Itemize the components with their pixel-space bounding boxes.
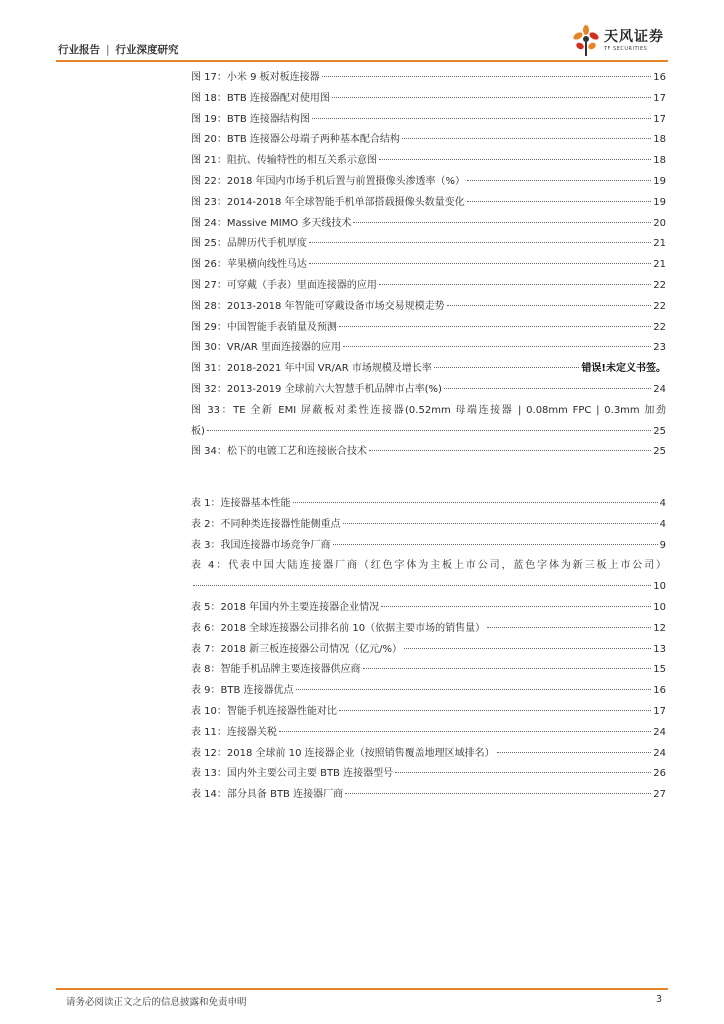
logo-chinese-name: 天风证券 xyxy=(604,29,664,45)
toc-entry-page: 18 xyxy=(653,134,666,146)
dot-leader xyxy=(345,793,651,794)
toc-entry[interactable] xyxy=(191,318,666,339)
toc-entry[interactable] xyxy=(191,515,666,536)
toc-entry-page: 16 xyxy=(653,72,666,83)
toc-entry-title: 表 1：连接器基本性能 xyxy=(191,498,291,509)
toc-entry-page: 20 xyxy=(653,217,666,229)
dot-leader xyxy=(279,731,651,732)
dot-leader xyxy=(379,284,651,285)
dot-leader xyxy=(434,367,580,368)
dot-leader xyxy=(296,689,652,690)
toc-entry-title: 表 12：2018 全球前 10 连接器企业（按照销售覆盖地理区域排名） xyxy=(191,747,495,759)
toc-entry-title: 图 29：中国智能手表销量及预测 xyxy=(191,321,337,333)
dot-leader xyxy=(402,138,651,139)
toc-entry[interactable] xyxy=(191,297,666,318)
toc-entry-page: 4 xyxy=(659,518,666,530)
toc-entry-page: 25 xyxy=(653,425,666,437)
toc-entry-title: 图 18：BTB 连接器配对使用图 xyxy=(191,92,330,104)
toc-entry-page: 15 xyxy=(653,664,666,676)
toc-entry[interactable] xyxy=(191,380,666,401)
toc-entry[interactable] xyxy=(191,401,666,443)
toc-entry-page: 9 xyxy=(659,539,666,551)
dot-leader xyxy=(312,118,651,119)
toc-entry-page: 21 xyxy=(653,238,666,250)
toc-entry-title: 表 2：不同种类连接器性能侧重点 xyxy=(191,518,341,530)
toc-entry[interactable] xyxy=(191,68,666,89)
toc-entry-title-continued: 板) xyxy=(191,425,205,437)
report-subcategory: 行业深度研究 xyxy=(115,44,179,56)
toc-entry-page: 27 xyxy=(653,789,666,801)
toc-entry[interactable] xyxy=(191,172,666,193)
figure-list xyxy=(191,68,666,463)
toc-entry-page: 24 xyxy=(653,383,666,395)
toc-entry-page: 22 xyxy=(653,300,666,312)
dot-leader xyxy=(369,450,651,451)
toc-entry-page: 22 xyxy=(653,279,666,291)
toc-entry[interactable] xyxy=(191,536,666,557)
toc-entry[interactable] xyxy=(191,276,666,297)
toc-entry-title: 图 19：BTB 连接器结构图 xyxy=(191,113,310,125)
toc-entry-page: 4 xyxy=(659,498,666,509)
toc-entry[interactable] xyxy=(191,785,666,806)
toc-entry-page: 24 xyxy=(653,726,666,738)
toc-entry-page: 21 xyxy=(653,259,666,271)
toc-entry-page: 10 xyxy=(653,601,666,613)
toc-entry-page: 24 xyxy=(653,747,666,759)
toc-entry[interactable] xyxy=(191,442,666,463)
report-category-header xyxy=(58,42,179,57)
toc-entry[interactable] xyxy=(191,130,666,151)
toc-entry-title: 表 8：智能手机品牌主要连接器供应商 xyxy=(191,664,361,676)
dot-leader xyxy=(339,710,651,711)
footer-disclaimer: 请务必阅读正文之后的信息披露和免责申明 xyxy=(66,997,247,1008)
tf-securities-logo xyxy=(572,22,672,60)
logo-english-name: TF SECURITIES xyxy=(604,46,648,52)
toc-entry[interactable] xyxy=(191,89,666,110)
toc-entry-title: 表 7：2018 新三板连接器公司情况（亿元/%） xyxy=(191,643,403,655)
dot-leader xyxy=(497,752,652,753)
dot-leader xyxy=(467,180,651,181)
toc-entry[interactable] xyxy=(191,702,666,723)
toc-entry-page: 13 xyxy=(653,643,666,655)
report-category: 行业报告 xyxy=(58,44,100,56)
toc-entry-title: 图 31：2018-2021 年中国 VR/AR 市场规模及增长率 xyxy=(191,363,432,375)
dot-leader xyxy=(404,648,651,649)
footer-divider xyxy=(56,988,668,990)
toc-entry-page: 17 xyxy=(653,705,666,717)
toc-entry-title: 图 32：2013-2019 全球前六大智慧手机品牌市占率(%) xyxy=(191,383,442,395)
toc-entry-title: 表 6：2018 全球连接器公司排名前 10（依据主要市场的销售量） xyxy=(191,622,486,634)
bookmark-error-text: 错误!未定义书签。 xyxy=(581,363,666,375)
toc-entry-title: 图 17：小米 9 板对板连接器 xyxy=(191,72,320,83)
toc-entry[interactable] xyxy=(191,359,666,380)
dot-leader xyxy=(467,201,652,202)
toc-entry-title: 图 30：VR/AR 里面连接器的应用 xyxy=(191,342,342,354)
toc-entry-page: 26 xyxy=(653,768,666,780)
toc-entry[interactable] xyxy=(191,598,666,619)
dot-leader xyxy=(353,222,651,223)
table-list xyxy=(191,494,666,806)
toc-entry-page: 19 xyxy=(653,196,666,208)
page-number: 3 xyxy=(655,994,662,1005)
dot-leader xyxy=(332,97,651,98)
toc-entry-page: 19 xyxy=(653,175,666,187)
dot-leader xyxy=(339,326,651,327)
dot-leader xyxy=(395,772,651,773)
toc-entry[interactable] xyxy=(191,214,666,235)
toc-entry[interactable] xyxy=(191,619,666,640)
toc-entry-title: 表 9：BTB 连接器优点 xyxy=(191,685,294,697)
toc-entry-title: 图 21：阻抗、传输特性的相互关系示意图 xyxy=(191,155,377,167)
toc-entry-title: 表 5：2018 年国内外主要连接器企业情况 xyxy=(191,601,380,613)
toc-entry-title: 表 14：部分具备 BTB 连接器厂商 xyxy=(191,789,344,801)
toc-entry[interactable] xyxy=(191,494,666,515)
toc-entry-title: 表 3：我国连接器市场竞争厂商 xyxy=(191,539,331,551)
toc-entry-title: 图 22：2018 年国内市场手机后置与前置摄像头渗透率（%） xyxy=(191,175,466,187)
toc-entry[interactable] xyxy=(191,556,666,598)
toc-entry-title: 表 13：国内外主要公司主要 BTB 连接器型号 xyxy=(191,768,394,780)
toc-entry[interactable] xyxy=(191,660,666,681)
toc-entry-title: 图 33：TE 全新 EMI 屏蔽板对柔性连接器(0.52mm 母端连接器 | 0.08mm FPC | 0.3mm 加劲 xyxy=(191,404,666,416)
toc-entry-page: 16 xyxy=(653,685,666,697)
dot-leader xyxy=(343,523,658,524)
dot-leader xyxy=(309,242,651,243)
toc-entry-title: 图 24：Massive MIMO 多天线技术 xyxy=(191,217,352,229)
toc-entry-title: 图 28：2013-2018 年智能可穿戴设备市场交易规模走势 xyxy=(191,300,445,312)
toc-entry[interactable] xyxy=(191,151,666,172)
dot-leader xyxy=(193,585,651,586)
dot-leader xyxy=(379,159,651,160)
toc-entry[interactable] xyxy=(191,723,666,744)
toc-entry-title: 表 4：代表中国大陆连接器厂商（红色字体为主板上市公司，蓝色字体为新三板上市公司） xyxy=(191,560,666,572)
toc-entry[interactable] xyxy=(191,338,666,359)
dot-leader xyxy=(444,388,651,389)
dot-leader xyxy=(293,502,658,503)
header-separator: | xyxy=(106,43,110,56)
toc-entry[interactable] xyxy=(191,744,666,765)
dot-leader xyxy=(333,544,658,545)
dot-leader xyxy=(343,346,651,347)
toc-entry-title: 图 26：苹果横向线性马达 xyxy=(191,259,307,271)
toc-entry-title: 图 20：BTB 连接器公母端子两种基本配合结构 xyxy=(191,134,400,146)
dot-leader xyxy=(381,606,651,607)
toc-entry-page: 12 xyxy=(653,622,666,634)
dot-leader xyxy=(447,305,652,306)
toc-entry[interactable] xyxy=(191,110,666,131)
toc-entry[interactable] xyxy=(191,764,666,785)
toc-entry-title: 表 11：连接器关税 xyxy=(191,726,277,738)
dot-leader xyxy=(487,627,651,628)
toc-entry-page: 17 xyxy=(653,113,666,125)
toc-entry[interactable] xyxy=(191,234,666,255)
toc-entry-title: 图 23：2014-2018 年全球智能手机单部搭载摄像头数量变化 xyxy=(191,196,465,208)
toc-entry[interactable] xyxy=(191,640,666,661)
toc-entry-title: 图 27：可穿戴（手表）里面连接器的应用 xyxy=(191,279,377,291)
toc-entry-page: 22 xyxy=(653,321,666,333)
toc-entry[interactable] xyxy=(191,255,666,276)
toc-entry[interactable] xyxy=(191,681,666,702)
toc-entry[interactable] xyxy=(191,193,666,214)
flower-logo-icon xyxy=(572,24,600,58)
toc-entry-page: 10 xyxy=(653,581,666,593)
dot-leader xyxy=(322,76,652,77)
toc-entry-page: 17 xyxy=(653,92,666,104)
dot-leader xyxy=(363,668,652,669)
toc-entry-title: 图 34：松下的电镀工艺和连接嵌合技术 xyxy=(191,446,367,458)
header-divider xyxy=(56,60,668,62)
toc-entry-page: 23 xyxy=(653,342,666,354)
dot-leader xyxy=(309,263,651,264)
toc-entry-page: 18 xyxy=(653,155,666,167)
dot-leader xyxy=(207,430,651,431)
toc-entry-title: 图 25：品牌历代手机厚度 xyxy=(191,238,307,250)
toc-entry-title: 表 10：智能手机连接器性能对比 xyxy=(191,705,337,717)
toc-entry-page: 25 xyxy=(653,446,666,458)
